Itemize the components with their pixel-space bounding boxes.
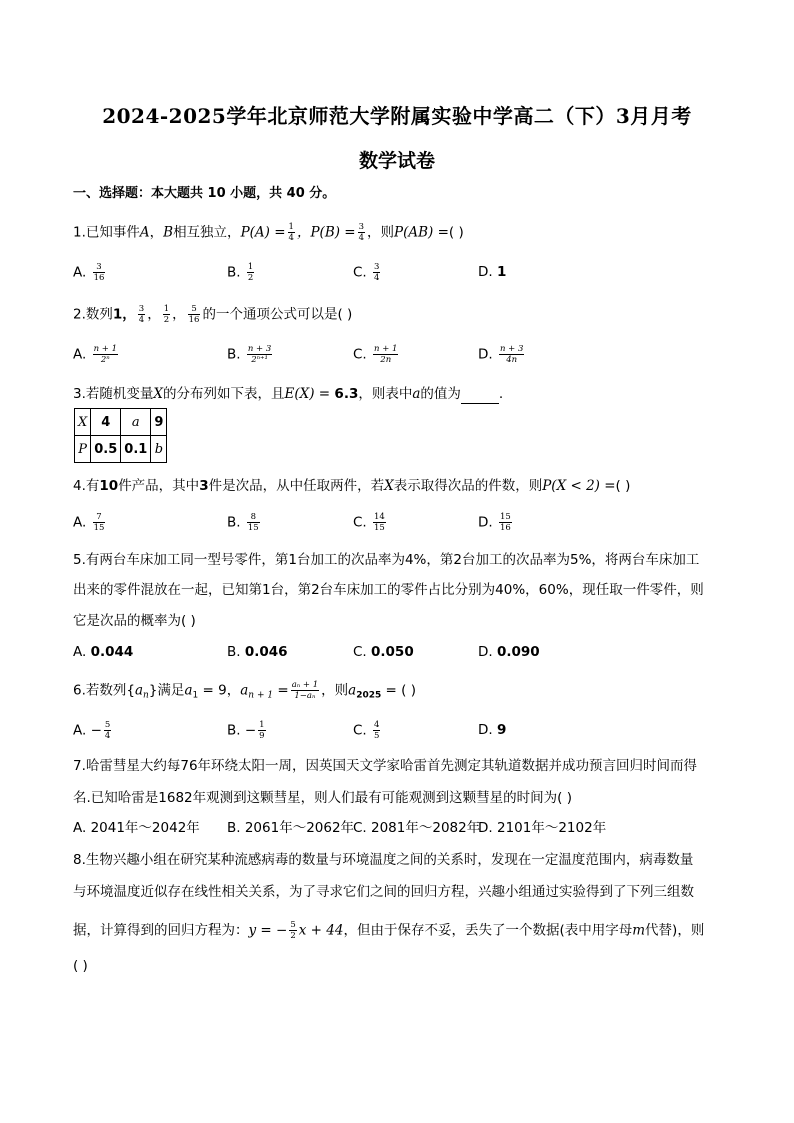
q6-option-d: D. 9 bbox=[478, 722, 507, 738]
question-8-line-3: 据，计算得到的回归方程为：y = − $\frac{5}{2}$ x + 44，但由于保存不妥，丢失了一个数据(表中用字母m代替)，则 bbox=[73, 920, 705, 941]
q5-option-c: C. 0.050 bbox=[353, 644, 414, 660]
q4-option-b: B. $\frac{8}{15}$ bbox=[227, 512, 259, 533]
q5-option-d: D. 0.090 bbox=[478, 644, 540, 660]
section-heading: 一、选择题：本大题共 10 小题，共 40 分。 bbox=[73, 186, 336, 201]
question-8-line-2: 与环境温度近似存在线性相关关系，为了寻求它们之间的回归方程，兴趣小组通过实验得到了下列三组数 bbox=[73, 884, 694, 900]
question-8-line-1: 8.生物兴趣小组在研究某种流感病毒的数量与环境温度之间的关系时，发现在一定温度范围内，病毒数量 bbox=[73, 852, 694, 868]
q6-option-c: C. $\frac{4}{5}$ bbox=[353, 720, 380, 741]
q1-option-b: B. $\frac{1}{2}$ bbox=[227, 262, 254, 283]
question-1: 1.已知事件A，B相互独立，P(A) = $\frac{1}{4}$ ，P(B) = $\frac{3}{4}$ ，则P(AB) =( ) bbox=[73, 222, 464, 243]
q7-option-a: A. 2041年～2042年 bbox=[73, 820, 200, 836]
table-row: P 0.5 0.1 b bbox=[75, 436, 167, 463]
fraction: $\frac{3}{4}$ bbox=[358, 222, 365, 243]
q1-option-a: A. $\frac{3}{16}$ bbox=[73, 262, 105, 283]
question-7-line-1: 7.哈雷彗星大约每76年环绕太阳一周，因英国天文学家哈雷首先测定其轨道数据并成功预言回归时间而得 bbox=[73, 758, 698, 774]
question-6: 6.若数列$\{a_n\}$满足$a_1 = 9$，$a_{n + 1}$ = $\frac{\text{aₙ + 1}}{\text{1−aₙ}}$ ，则$a_{2025}$ = ( ) bbox=[73, 680, 416, 701]
q4-option-d: D. $\frac{15}{16}$ bbox=[478, 512, 511, 533]
q6-option-a: A. − $\frac{5}{4}$ bbox=[73, 720, 111, 741]
q2-option-c: C. $\frac{n + 1}{2n}$ bbox=[353, 344, 398, 365]
q2-option-b: B. $\frac{n + 3}{\text{2ⁿ⁺¹}}$ bbox=[227, 344, 272, 365]
table-row: X 4 a 9 bbox=[75, 409, 167, 436]
q1-option-d: D. 1 bbox=[478, 264, 507, 280]
exam-title: 2024-2025学年北京师范大学附属实验中学高二（下）3月月考 bbox=[102, 104, 692, 128]
question-3: 3.若随机变量X的分布列如下表，且E(X) = 6.3，则表中a的值为 . bbox=[73, 386, 504, 402]
q5-option-b: B. 0.046 bbox=[227, 644, 288, 660]
question-8-line-4: ( ) bbox=[73, 958, 88, 974]
question-2: 2.数列1， $\frac{3}{4}$ ， $\frac{1}{2}$ ， $\frac{5}{16}$ 的一个通项公式可以是( ) bbox=[73, 304, 353, 325]
exam-subtitle: 数学试卷 bbox=[358, 150, 435, 172]
q2-option-a: A. $\frac{n + 1}{\text{2ⁿ}}$ bbox=[73, 344, 118, 365]
question-5-line-3: 它是次品的概率为( ) bbox=[73, 613, 196, 629]
q6-option-b: B. − $\frac{1}{9}$ bbox=[227, 720, 265, 741]
question-5-line-2: 出来的零件混放在一起，已知第1台，第2台车床加工的零件占比分别为40%，60%，现任取一件零件，则 bbox=[73, 582, 704, 598]
q2-option-d: D. $\frac{n + 3}{4n}$ bbox=[478, 344, 524, 365]
question-7-line-2: 名.已知哈雷是1682年观测到这颗彗星，则人们最有可能观测到这颗彗星的时间为( ) bbox=[73, 790, 572, 806]
question-4: 4.有10件产品，其中3件是次品，从中任取两件，若X表示取得次品的件数，则P(X < 2) =( ) bbox=[73, 478, 631, 494]
fraction: $\frac{1}{4}$ bbox=[288, 222, 294, 243]
q7-option-c: C. 2081年～2082年 bbox=[353, 820, 481, 836]
distribution-table bbox=[74, 408, 167, 463]
q7-option-b: B. 2061年～2062年 bbox=[227, 820, 355, 836]
q5-option-a: A. 0.044 bbox=[73, 644, 134, 660]
q4-option-c: C. $\frac{14}{15}$ bbox=[353, 512, 385, 533]
q1-option-c: C. $\frac{3}{4}$ bbox=[353, 262, 380, 283]
answer-blank bbox=[461, 389, 499, 404]
q4-option-a: A. $\frac{7}{15}$ bbox=[73, 512, 105, 533]
question-5-line-1: 5.有两台车床加工同一型号零件，第1台加工的次品率为4%，第2台加工的次品率为5%，将两台车床加工 bbox=[73, 552, 700, 568]
q7-option-d: D. 2101年～2102年 bbox=[478, 820, 607, 836]
